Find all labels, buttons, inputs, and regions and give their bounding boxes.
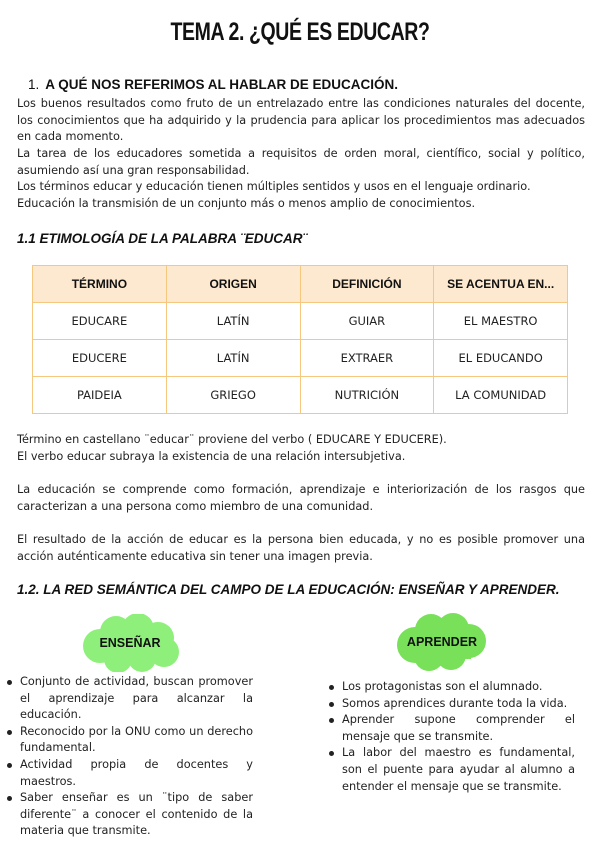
table-header-cell: TÉRMINO: [33, 266, 167, 303]
list-item: Actividad propia de docentes y maestros.: [5, 757, 253, 790]
table-row: [33, 303, 568, 340]
table-header-cell: ORIGEN: [166, 266, 300, 303]
table-cell: EL EDUCANDO: [434, 340, 568, 377]
table-cell: LATÍN: [166, 340, 300, 377]
table-row: [33, 377, 568, 414]
intro-paragraph-4: Educación la transmisión de un conjunto más o menos amplio de conocimientos.: [17, 197, 476, 210]
table-header-cell: DEFINICIÓN: [300, 266, 434, 303]
list-item: La labor del maestro es fundamental, son el puente para ayudar al alumno a entender el mensaje que se transmite.: [327, 745, 575, 795]
ensenar-label: ENSEÑAR: [99, 636, 161, 650]
table-cell: EL MAESTRO: [434, 303, 568, 340]
ensenar-cloud: [78, 614, 182, 672]
etymology-note-2: El verbo educar subraya la existencia de una relación intersubjetiva.: [17, 450, 406, 463]
table-header-row: [33, 266, 568, 303]
list-item: Somos aprendices durante toda la vida.: [327, 696, 575, 713]
list-item: Aprender supone comprender el mensaje que se transmite.: [327, 712, 575, 745]
table-cell: EDUCERE: [33, 340, 167, 377]
table-cell: PAIDEIA: [33, 377, 167, 414]
table-cell: GRIEGO: [166, 377, 300, 414]
aprender-list: [327, 679, 575, 795]
ensenar-list: [5, 674, 253, 840]
aprender-label: APRENDER: [406, 635, 478, 649]
intro-paragraph-3: Los términos educar y educación tienen múltiples sentidos y usos en el lenguaje ordinario.: [17, 180, 531, 193]
list-item: Conjunto de actividad, buscan promover el aprendizaje para alcanzar la educación.: [5, 674, 253, 724]
table-cell: EDUCARE: [33, 303, 167, 340]
etymology-note-1: Término en castellano ¨educar¨ proviene del verbo ( EDUCARE Y EDUCERE).: [17, 433, 447, 446]
section-1-1-heading: 1.1 ETIMOLOGÍA DE LA PALABRA ¨EDUCAR¨: [17, 231, 307, 246]
etymology-table: [32, 265, 568, 414]
section-1-heading-text: A QUÉ NOS REFERIMOS AL HABLAR DE EDUCACIÓN.: [45, 77, 399, 92]
table-cell: EXTRAER: [300, 340, 434, 377]
education-definition-paragraph: La educación se comprende como formación, aprendizaje e interiorización de los rasgos que caracterizan a una persona como miembro de una comunidad.: [17, 483, 585, 513]
table-header-cell: SE ACENTUA EN...: [434, 266, 568, 303]
intro-paragraph-2: La tarea de los educadores sometida a requisitos de orden moral, científico, social y político, asumiendo así una gran responsabilidad.: [17, 147, 585, 177]
education-result-paragraph: El resultado de la acción de educar es la persona bien educada, y no es posible promover una acción auténticamente educativa sin tener una imagen previa.: [17, 533, 585, 563]
list-item: Los protagonistas son el alumnado.: [327, 679, 575, 696]
page-title: TEMA 2. ¿QUÉ ES EDUCAR?: [170, 18, 430, 46]
section-1-heading: [28, 77, 398, 92]
table-cell: LATÍN: [166, 303, 300, 340]
table-cell: NUTRICIÓN: [300, 377, 434, 414]
table-cell: LA COMUNIDAD: [434, 377, 568, 414]
list-item: Saber enseñar es un ¨tipo de saber diferente¨ a conocer el contenido de la materia que transmite.: [5, 790, 253, 840]
table-row: [33, 340, 568, 377]
section-1-2-heading: 1.2. LA RED SEMÁNTICA DEL CAMPO DE LA EDUCACIÓN: ENSEÑAR Y APRENDER.: [17, 582, 560, 597]
list-item: Reconocido por la ONU como un derecho fundamental.: [5, 724, 253, 757]
section-1-number: 1.: [28, 77, 40, 92]
aprender-cloud: [393, 613, 491, 671]
table-cell: GUIAR: [300, 303, 434, 340]
intro-paragraph-1: Los buenos resultados como fruto de un entrelazado entre las condiciones naturales del docente, los conocimientos que ha adquirido y la prudencia para aplicar los procedimientos mas adecuados en cada momento.: [17, 97, 585, 144]
